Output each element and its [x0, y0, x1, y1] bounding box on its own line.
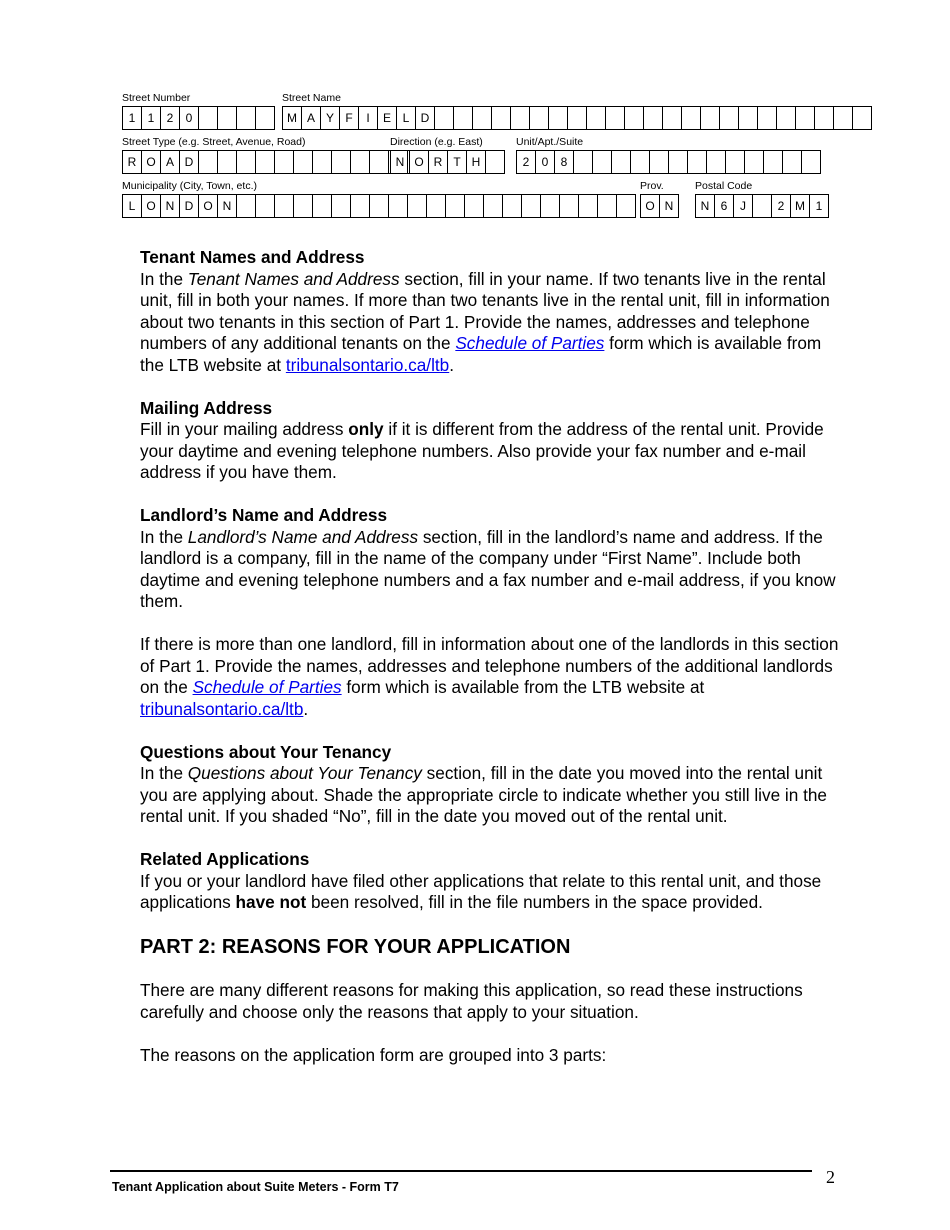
street-name-char-box[interactable] — [776, 106, 795, 130]
municipality-char-box[interactable]: O — [141, 194, 160, 218]
street-type-char-box[interactable] — [217, 150, 236, 174]
footer-divider — [110, 1170, 812, 1172]
ltb-website-link[interactable]: tribunalsontario.ca/ltb — [140, 698, 304, 719]
street-name-char-box[interactable] — [852, 106, 872, 130]
street-name-char-box[interactable]: D — [415, 106, 434, 130]
street-name-char-box[interactable] — [548, 106, 567, 130]
unit-char-box[interactable] — [801, 150, 821, 174]
part2-groups-text: The reasons on the application form are grouped into 3 parts: — [140, 1044, 607, 1065]
unit-boxes[interactable] — [516, 150, 821, 174]
instructions-content — [140, 247, 840, 1088]
street-type-char-box[interactable] — [255, 150, 274, 174]
street-name-char-box[interactable] — [624, 106, 643, 130]
street-type-char-box[interactable]: R — [122, 150, 141, 174]
street-number-boxes[interactable] — [122, 106, 275, 130]
street-name-char-box[interactable]: L — [396, 106, 415, 130]
municipality-char-box[interactable] — [369, 194, 388, 218]
postal-code-char-box[interactable]: J — [733, 194, 752, 218]
page-number: 2 — [826, 1167, 835, 1187]
municipality-char-box[interactable] — [597, 194, 616, 218]
street-name-char-box[interactable] — [700, 106, 719, 130]
municipality-char-box[interactable] — [464, 194, 483, 218]
postal-code-char-box[interactable]: N — [695, 194, 714, 218]
part2-heading: PART 2: REASONS FOR YOUR APPLICATION — [140, 936, 571, 958]
tenancy-section-title: Questions about Your Tenancy — [140, 741, 392, 762]
municipality-char-box[interactable] — [502, 194, 521, 218]
street-type-char-box[interactable]: A — [160, 150, 179, 174]
municipality-char-box[interactable] — [559, 194, 578, 218]
street-type-label: Street Type (e.g. Street, Avenue, Road) — [122, 136, 306, 148]
street-name-char-box[interactable] — [605, 106, 624, 130]
street-name-char-box[interactable] — [795, 106, 814, 130]
street-name-char-box[interactable] — [643, 106, 662, 130]
direction-label: Direction (e.g. East) — [390, 136, 483, 148]
municipality-char-box[interactable] — [616, 194, 636, 218]
unit-char-box[interactable] — [782, 150, 801, 174]
municipality-label: Municipality (City, Town, etc.) — [122, 180, 257, 192]
street-type-char-box[interactable] — [198, 150, 217, 174]
street-name-char-box[interactable] — [662, 106, 681, 130]
unit-label: Unit/Apt./Suite — [516, 136, 584, 148]
postal-code-char-box[interactable]: 2 — [771, 194, 790, 218]
unit-char-box[interactable] — [687, 150, 706, 174]
street-number-char-box[interactable] — [255, 106, 275, 130]
street-name-char-box[interactable] — [814, 106, 833, 130]
street-type-char-box[interactable] — [369, 150, 388, 174]
postal-code-char-box[interactable]: 1 — [809, 194, 829, 218]
street-name-char-box[interactable] — [491, 106, 510, 130]
unit-char-box[interactable] — [592, 150, 611, 174]
tenant-section-text: In the Tenant Names and Address section, fill in your name. If two tenants live in the rental unit, fill in both your names. If more than two tenants live in the rental unit, fill in information about two tenants in this section of Part 1. Provide the names, addresses and telephone numbers of any additional tenants on the Schedule of Parties form which is available from the LTB website at tribunalsontario.ca/ltb. — [140, 268, 830, 375]
unit-char-box[interactable] — [763, 150, 782, 174]
street-type-char-box[interactable]: O — [141, 150, 160, 174]
street-name-char-box[interactable] — [757, 106, 776, 130]
street-name-char-box[interactable] — [833, 106, 852, 130]
street-name-char-box[interactable]: A — [301, 106, 320, 130]
municipality-char-box[interactable]: N — [217, 194, 236, 218]
tenancy-section — [140, 742, 840, 828]
street-type-char-box[interactable] — [331, 150, 350, 174]
municipality-char-box[interactable] — [388, 194, 407, 218]
municipality-char-box[interactable]: N — [160, 194, 179, 218]
unit-char-box[interactable]: 2 — [516, 150, 535, 174]
street-name-char-box[interactable]: F — [339, 106, 358, 130]
direction-char-box[interactable]: N — [390, 150, 409, 174]
street-type-char-box[interactable] — [350, 150, 369, 174]
tenancy-section-text: In the Questions about Your Tenancy section, fill in the date you moved into the rental unit you are applying about. Shade the appropriate circle to indicate whether you still live in the rental unit. If you shaded “No”, fill in the date you moved out of the rental unit. — [140, 763, 827, 826]
province-char-box[interactable]: O — [640, 194, 659, 218]
municipality-char-box[interactable]: D — [179, 194, 198, 218]
street-type-char-box[interactable]: D — [179, 150, 198, 174]
landlord-section-title: Landlord’s Name and Address — [140, 505, 388, 525]
mailing-section-title: Mailing Address — [140, 397, 273, 418]
street-type-boxes[interactable] — [122, 150, 408, 174]
street-name-char-box[interactable] — [529, 106, 548, 130]
unit-char-box[interactable] — [649, 150, 668, 174]
municipality-char-box[interactable] — [312, 194, 331, 218]
municipality-char-box[interactable] — [483, 194, 502, 218]
mailing-section — [140, 398, 840, 484]
direction-boxes[interactable] — [390, 150, 505, 174]
municipality-char-box[interactable] — [407, 194, 426, 218]
direction-char-box[interactable]: O — [409, 150, 428, 174]
municipality-boxes[interactable] — [122, 194, 636, 218]
part2-intro: There are many different reasons for making this application, so read these instructions carefully and choose only the reasons that apply to your situation. — [140, 980, 803, 1022]
municipality-char-box[interactable] — [331, 194, 350, 218]
street-name-char-box[interactable]: Y — [320, 106, 339, 130]
province-label: Prov. — [640, 180, 664, 192]
province-char-box[interactable]: N — [659, 194, 679, 218]
postal-code-char-box[interactable]: 6 — [714, 194, 733, 218]
municipality-char-box[interactable]: O — [198, 194, 217, 218]
municipality-char-box[interactable] — [426, 194, 445, 218]
footer-form-title: Tenant Application about Suite Meters - Form T7 — [112, 1180, 399, 1194]
street-name-char-box[interactable] — [719, 106, 738, 130]
street-name-char-box[interactable] — [510, 106, 529, 130]
street-number-char-box[interactable]: 2 — [160, 106, 179, 130]
municipality-char-box[interactable]: L — [122, 194, 141, 218]
related-section-title: Related Applications — [140, 849, 310, 869]
postal-code-char-box[interactable]: M — [790, 194, 809, 218]
tenant-section-title: Tenant Names and Address — [140, 247, 365, 267]
ltb-website-link[interactable]: tribunalsontario.ca/ltb — [285, 354, 450, 375]
schedule-of-parties-link[interactable]: Schedule of Parties — [192, 677, 342, 697]
street-name-boxes[interactable] — [282, 106, 872, 130]
street-name-char-box[interactable] — [738, 106, 757, 130]
postal-code-label: Postal Code — [695, 180, 753, 192]
schedule-of-parties-link[interactable]: Schedule of Parties — [455, 333, 605, 353]
street-type-char-box[interactable] — [274, 150, 293, 174]
street-name-char-box[interactable] — [681, 106, 700, 130]
landlord-section — [140, 505, 840, 720]
postal-code-char-box[interactable] — [752, 194, 771, 218]
unit-char-box[interactable] — [725, 150, 744, 174]
unit-char-box[interactable]: 8 — [554, 150, 573, 174]
street-name-char-box[interactable]: I — [358, 106, 377, 130]
unit-char-box[interactable] — [668, 150, 687, 174]
street-number-label: Street Number — [122, 92, 191, 104]
street-type-char-box[interactable] — [236, 150, 255, 174]
street-number-char-box[interactable] — [217, 106, 236, 130]
municipality-char-box[interactable] — [445, 194, 464, 218]
municipality-char-box[interactable] — [255, 194, 274, 218]
landlord-section-text-2: If there is more than one landlord, fill in information about one of the landlords in this section of Part 1. Provide the names, addresses and telephone numbers of the additional landlords on the Schedule of Parties form which is available from the LTB website at tribunalsontario.ca/ltb. — [140, 634, 839, 719]
unit-char-box[interactable] — [630, 150, 649, 174]
unit-char-box[interactable] — [706, 150, 725, 174]
municipality-char-box[interactable] — [236, 194, 255, 218]
unit-char-box[interactable] — [744, 150, 763, 174]
unit-char-box[interactable] — [611, 150, 630, 174]
municipality-char-box[interactable] — [350, 194, 369, 218]
municipality-char-box[interactable] — [540, 194, 559, 218]
direction-char-box[interactable]: R — [428, 150, 447, 174]
related-section — [140, 849, 840, 914]
part2-section — [140, 980, 840, 1066]
street-name-char-box[interactable] — [586, 106, 605, 130]
municipality-char-box[interactable] — [521, 194, 540, 218]
street-number-char-box[interactable]: 1 — [141, 106, 160, 130]
direction-char-box[interactable]: H — [466, 150, 485, 174]
street-number-char-box[interactable]: 0 — [179, 106, 198, 130]
street-name-char-box[interactable]: M — [282, 106, 301, 130]
direction-char-box[interactable] — [485, 150, 505, 174]
municipality-char-box[interactable] — [274, 194, 293, 218]
street-name-char-box[interactable] — [472, 106, 491, 130]
street-name-char-box[interactable]: E — [377, 106, 396, 130]
street-type-char-box[interactable] — [293, 150, 312, 174]
municipality-char-box[interactable] — [293, 194, 312, 218]
municipality-char-box[interactable] — [578, 194, 597, 218]
street-number-char-box[interactable] — [236, 106, 255, 130]
province-boxes[interactable] — [640, 194, 679, 218]
tenant-section — [140, 247, 840, 376]
street-type-char-box[interactable] — [312, 150, 331, 174]
related-section-text: If you or your landlord have filed other applications that relate to this rental unit, and those applications have not been resolved, fill in the file numbers in the space provided. — [140, 870, 822, 912]
direction-char-box[interactable]: T — [447, 150, 466, 174]
postal-code-boxes[interactable] — [695, 194, 829, 218]
street-number-char-box[interactable]: 1 — [122, 106, 141, 130]
street-name-char-box[interactable] — [567, 106, 586, 130]
street-name-label: Street Name — [282, 92, 341, 104]
unit-char-box[interactable] — [573, 150, 592, 174]
street-name-char-box[interactable] — [453, 106, 472, 130]
mailing-section-text: Fill in your mailing address only if it is different from the address of the rental unit. Provide your daytime and evening telephone numbers. Also provide your fax number and e-mail address if you have them. — [140, 419, 824, 482]
street-name-char-box[interactable] — [434, 106, 453, 130]
landlord-section-text: In the Landlord’s Name and Address section, fill in the landlord’s name and address. If the landlord is a company, fill in the name of the company under “First Name”. Include both daytime and evening telephone numbers and a fax number and e-mail address, if you know them. — [140, 526, 836, 611]
street-number-char-box[interactable] — [198, 106, 217, 130]
unit-char-box[interactable]: 0 — [535, 150, 554, 174]
